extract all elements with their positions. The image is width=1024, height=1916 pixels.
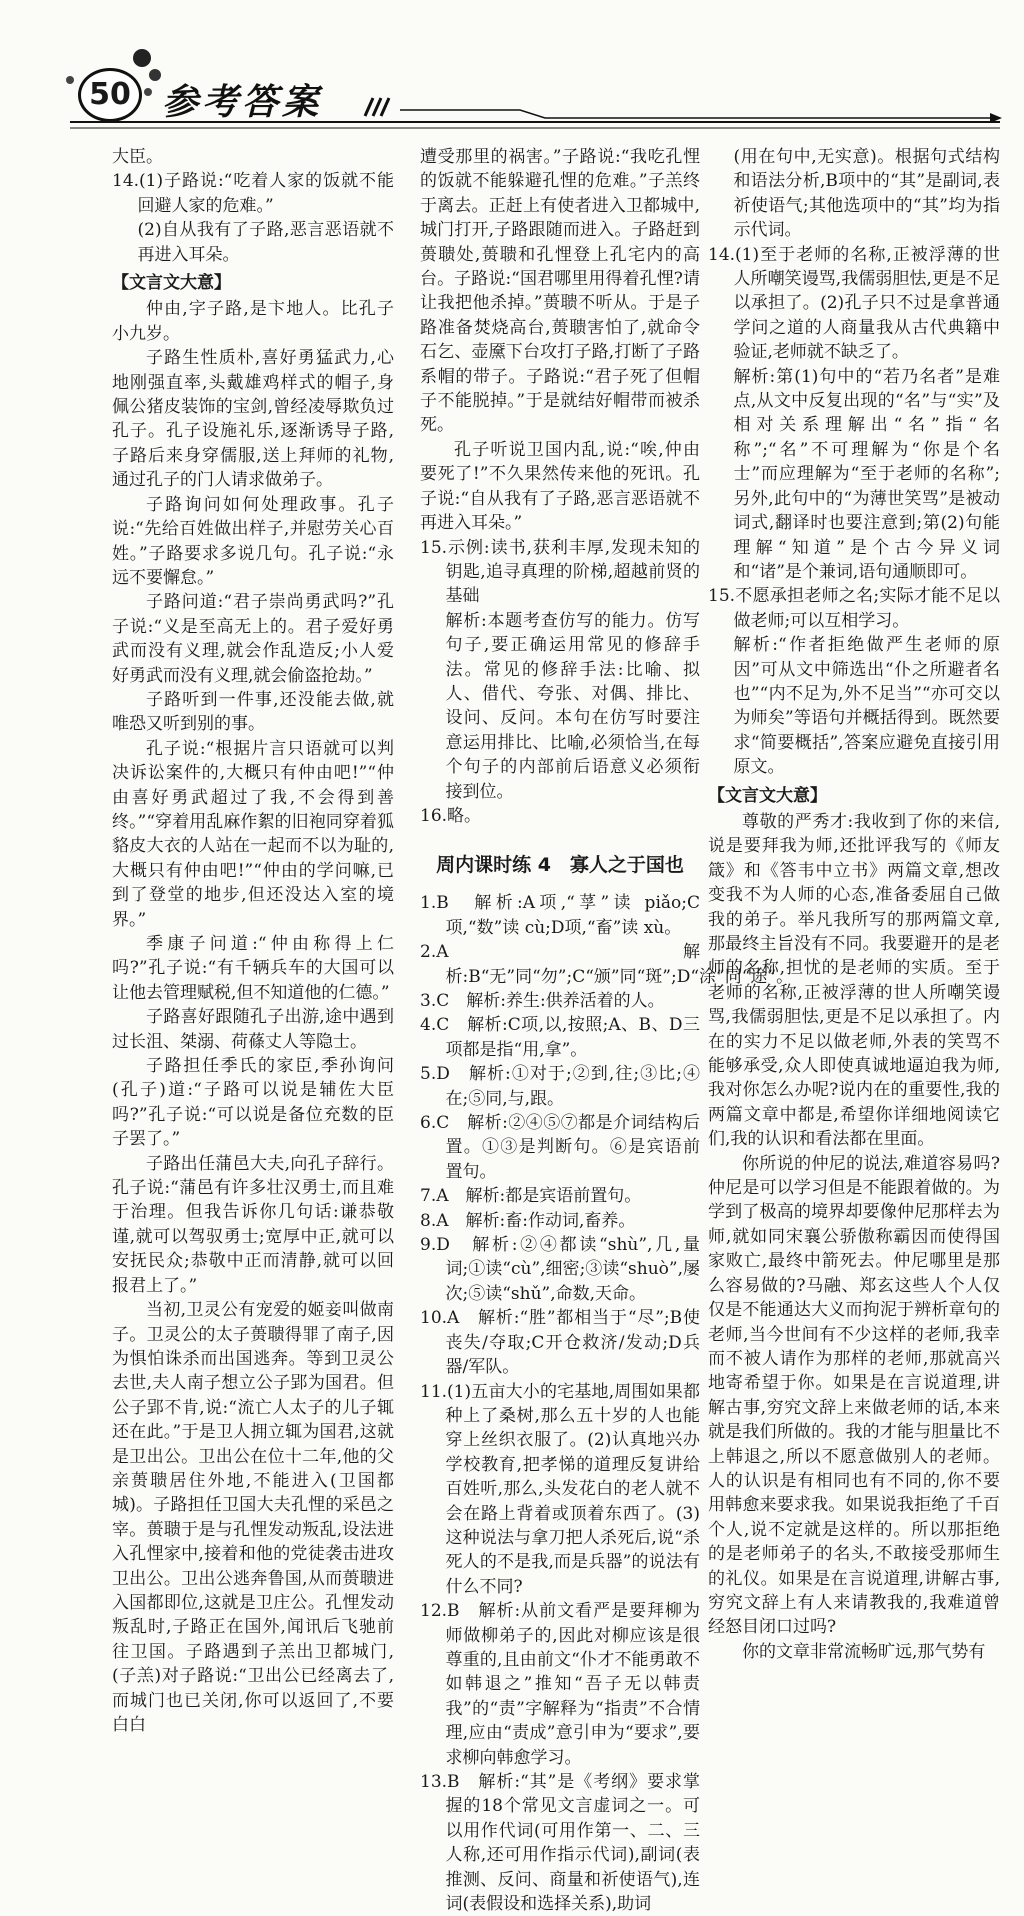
- header-decoration: [0, 0, 1024, 150]
- paragraph: 尊敬的严秀才:我收到了你的来信,说是要拜我为师,还批评我写的《师友箴》和《答韦中立书》两篇文章,想改变我不为人师的心态,准备委屈自己做我的弟子。举凡我所写的那两篇文章,那最终主旨没有不同。我要避开的是老师的名称,担忧的是老师的实质。至于老师的名称,正被浮薄的世人所嘲笑谩骂,我儒弱胆怯,更是不足以承担了。内在的实力不足以做老师,外表的笑骂不能够承受,众人即使真诚地逼迫我为师,我对你怎么办呢?说内在的重要性,我的两篇文章中都是,希望你详细地阅读它们,我的认识和看法都在里面。: [708, 811, 1000, 1150]
- answer-explanation: 解析:第(1)句中的“若乃名者”是难点,从文中反复出现的“名”与“实”及相对关系理解出“名”指“名称”;“名”不可理解为“你是个名士”而应理解为“至于老师的名称”;另外,此句中的“为薄世笑骂”是被动词式,翻译时也要注意到;第(2)句能理解“知道”是个古今异义词和“诸”是个兼词,语句通顺即可。: [733, 366, 1000, 582]
- answer-item: 3.C 解析:养生:供养活着的人。: [420, 991, 665, 1011]
- answer-item: 13.B 解析:“其”是《考纲》要求掌握的18个常见文言虚词之一。可以用作代词(可用作第一、二、三人称,还可用作指示代词),副词(表推测、反问、商量和祈使语气),连词(表假设和选择关系),助词: [420, 1772, 700, 1915]
- answer-explanation: 解析:“作者拒绝做严生老师的原因”可从文中筛选出“仆之所避者名也”“内不足为,外不足当”“亦可交以为师矣”等语句并概括得到。既然要求“简要概括”,答案应避免直接引用原文。: [733, 635, 1000, 778]
- answer-item: 15.示例:读书,获利丰厚,发现未知的钥匙,追寻真理的阶梯,超越前贤的基础: [420, 537, 700, 607]
- answer-item: 14.(1)子路说:“吃着人家的饭就不能回避人家的危难。”: [112, 171, 394, 216]
- answer-item: 8.A 解析:畜:作动词,畜养。: [420, 1210, 636, 1231]
- paragraph: 季康子问道:“仲由称得上仁吗?”孔子说:“有千辆兵车的大国可以让他去管理赋税,但不知道他的仁德。”: [112, 934, 394, 1003]
- paragraph: 子路喜好跟随孔子出游,途中遇到过长沮、桀溺、荷蓧丈人等隐士。: [112, 1007, 394, 1052]
- answer-item: 7.A 解析:都是宾语前置句。: [420, 1186, 642, 1207]
- lesson-title: 周内课时练 4 寡人之于国也: [436, 854, 684, 877]
- paragraph: 你所说的仲尼的说法,难道容易吗?仲尼是可以学习但是不能跟着做的。为学到了极高的境界却要像仲尼那样去为师,就如同宋襄公骄傲称霸因而使得国家败亡,最终中箭死去。仲尼哪里是那么容易做的?马融、郑玄这些人个人仅仅是不能通达大义而拘泥于辨析章句的老师,当今世间有不少这样的老师,我幸而不被人请作为那样的老师,那就高兴地寄希望于你。如果是在言说道理,讲解古事,穷究文辞上来做老师的话,本来就是我们所做的。我的才能与胆量比不上韩退之,所以不愿意做别人的老师。人的认识是有相同也有不同的,你不要用韩愈来要求我。如果说我拒绝了千百个人,说不定就是这样的。所以那拒绝的是老师弟子的名头,不敢接受那师生的礼仪。如果是在言说道理,讲解古事,穷究文辞上有人来请教我的,我难道曾经怒目闭口过吗?: [708, 1153, 1000, 1638]
- answer-item: 16.略。: [420, 805, 482, 826]
- answer-item: 2.A 解析:B“无”同“勿”;C“颁”同“斑”;D“涂”同“途”。: [420, 942, 794, 987]
- paragraph: 孔子听说卫国内乱,说:“唉,仲由要死了!”不久果然传来他的死讯。孔子说:“自从我有了子路,恶言恶语就不再进入耳朵。”: [420, 439, 700, 534]
- page-header: [0, 0, 1024, 150]
- answer-item: 4.C 解析:C项,以,按照;A、B、D三项都是指“用,拿”。: [420, 1015, 700, 1060]
- answer-item: 14.(1)至于老师的名称,正被浮薄的世人所嘲笑谩骂,我儒弱胆怯,更是不足以承担了。(2)孔子只不过是拿普通学问之道的人商量我从古代典籍中验证,老师就不缺乏了。: [708, 244, 1000, 363]
- paragraph: 子路问道:“君子崇尚勇武吗?”孔子说:“义是至高无上的。君子爱好勇武而没有义理,就会作乱造反;小人爱好勇武而没有义理,就会偷盗抢劫。”: [112, 592, 394, 686]
- section-heading: 【文言文大意】: [112, 273, 231, 294]
- paragraph: 子路听到一件事,还没能去做,就唯恐又听到别的事。: [112, 689, 394, 735]
- paragraph: 大臣。: [112, 147, 163, 167]
- paragraph: 你的文章非常流畅旷远,那气势有: [742, 1641, 986, 1662]
- answer-item: (2)自从我有了子路,恶言恶语就不再进入耳朵。: [137, 220, 394, 265]
- section-title: 参考答案: [162, 82, 323, 123]
- paragraph: (用在句中,无实意)。根据句式结构和语法分析,B项中的“其”是副词,表祈使语气;其他选项中的“其”均为指示代词。: [733, 147, 1000, 241]
- section-heading: 【文言文大意】: [708, 785, 827, 806]
- text-column-1: [112, 145, 394, 1737]
- paragraph: 仲由,字子路,是卞地人。比孔子小九岁。: [112, 299, 394, 344]
- paragraph: 子路担任季氏的家臣,季孙询问(孔子)道:“子路可以说是辅佐大臣吗?”孔子说:“可以说是备位充数的臣子罢了。”: [112, 1056, 394, 1150]
- paragraph: 子路出任蒲邑大夫,向孔子辞行。孔子说:“蒲邑有许多壮汉勇士,而且难于治理。但我告诉你几句话:谦恭敬谨,就可以驾驭勇士;宽厚中正,就可以安抚民众;恭敬中正而清静,就可以回报君上了。”: [112, 1153, 394, 1296]
- paragraph: 子路询问如何处理政事。孔子说:“先给百姓做出样子,并慰劳关心百姓。”子路要求多说几句。孔子说:“永远不要懈怠。”: [112, 494, 394, 588]
- answer-item: 5.D 解析:①对于;②到,往;③比;④在;⑤同,与,跟。: [420, 1064, 700, 1109]
- answer-item: 10.A 解析:“胜”都相当于“尽”;B使丧失/夺取;C开仓救济/发动;D兵器/军队。: [420, 1308, 700, 1378]
- answer-item: 12.B 解析:从前文看严是要拜柳为师做柳弟子的,因此对柳应该是很尊重的,且由前文“仆才不能勇敢不如韩退之”推知“吾子无以韩责我”的“责”字解释为“指责”不合情理,应由“责成”意引申为“要求”,要求柳向韩愈学习。: [420, 1601, 700, 1768]
- paragraph: 子路生性质朴,喜好勇猛武力,心地刚强直率,头戴雄鸡样式的帽子,身佩公猪皮装饰的宝剑,曾经凌辱欺负过孔子。孔子设施礼乐,逐渐诱导子路,子路后来身穿儒服,送上拜师的礼物,通过孔子的门人请求做弟子。: [112, 348, 394, 491]
- paragraph: 当初,卫灵公有宠爱的姬妾叫做南子。卫灵公的太子蒉聩得罪了南子,因为惧怕诛杀而出国逃奔。等到卫灵公去世,夫人南子想立公子郢为国君。但公子郢不肯,说:“流亡人太子的儿子辄还在此。”于是卫人拥立辄为国君,这就是卫出公。卫出公在位十二年,他的父亲蒉聩居住外地,不能进入(卫国都城)。子路担任卫国大夫孔悝的采邑之宰。蒉聩于是与孔悝发动叛乱,设法进入孔悝家中,接着和他的党徒袭击进攻卫出公。卫出公逃奔鲁国,从而蒉聩进入国都即位,这就是卫庄公。孔悝发动叛乱时,子路正在国外,闻讯后飞驰前往卫国。子路遇到子羔出卫都城门,(子羔)对子路说:“卫出公已经离去了,而城门也已关闭,你可以返回了,不要白白: [112, 1300, 394, 1735]
- answer-item: 6.C 解析:②④⑤⑦都是介词结构后置。①③是判断句。⑥是宾语前置句。: [420, 1113, 700, 1182]
- paragraph: 孔子说:“根据片言只语就可以判决诉讼案件的,大概只有仲由吧!”“仲由喜好勇武超过了我,不会得到善终。”“穿着用乱麻作絮的旧袍同穿着狐貉皮大衣的人站在一起而不以为耻的,大概只有仲由吧!”“仲由的学问嘛,已到了登堂的地步,但还没达入室的境界。”: [112, 738, 394, 930]
- answer-item: 9.D 解析:②④都读“shù”,几,量词;①读“cù”,细密;③读“shuò”,屡次;⑤读“shǔ”,命数,天命。: [420, 1235, 700, 1304]
- answer-item: 11.(1)五亩大小的宅基地,周围如果都种上了桑树,那么五十岁的人也能穿上丝织衣服了。(2)认真地兴办学校教育,把孝悌的道理反复讲给百姓听,那么,头发花白的老人就不会在路上背着或顶着东西了。(3)这种说法与拿刀把人杀死后,说“杀死人的不是我,而是兵器”的说法有什么不同?: [420, 1381, 700, 1597]
- answer-item: 1.B 解析:A项,“莩”读 piǎo;C项,“数”读 cù;D项,“畜”读 xù。: [420, 893, 700, 938]
- paragraph: 遭受那里的祸害。”子路说:“我吃孔悝的饭就不能躲避孔悝的危难。”子羔终于离去。正赶上有使者进入卫都城中,城门打开,子路跟随而进入。子路赶到蒉聩处,蒉聩和孔悝登上孔宅内的高台。子路说:“国君哪里用得着孔悝?请让我把他杀掉。”蒉聩不听从。于是子路准备焚烧高台,蒉聩害怕了,就命令石乞、壶黡下台攻打子路,打断了子路系帽的带子。子路说:“君子死了但帽子不能脱掉。”于是就结好帽带而被杀死。: [420, 147, 700, 436]
- answer-item: 15.不愿承担老师之名;实际才能不足以做老师;可以互相学习。: [708, 586, 1000, 631]
- page-number: 50: [78, 68, 142, 122]
- answer-explanation: 解析:本题考查仿写的能力。仿写句子,要正确运用常见的修辞手法。常见的修辞手法:比喻、拟人、借代、夸张、对偶、排比、设问、反问。本句在仿写时要注意运用排比、比喻,必须恰当,在每个句子的内部前后语意义必须衔接到位。: [445, 610, 700, 802]
- text-column-3: [708, 145, 1000, 1664]
